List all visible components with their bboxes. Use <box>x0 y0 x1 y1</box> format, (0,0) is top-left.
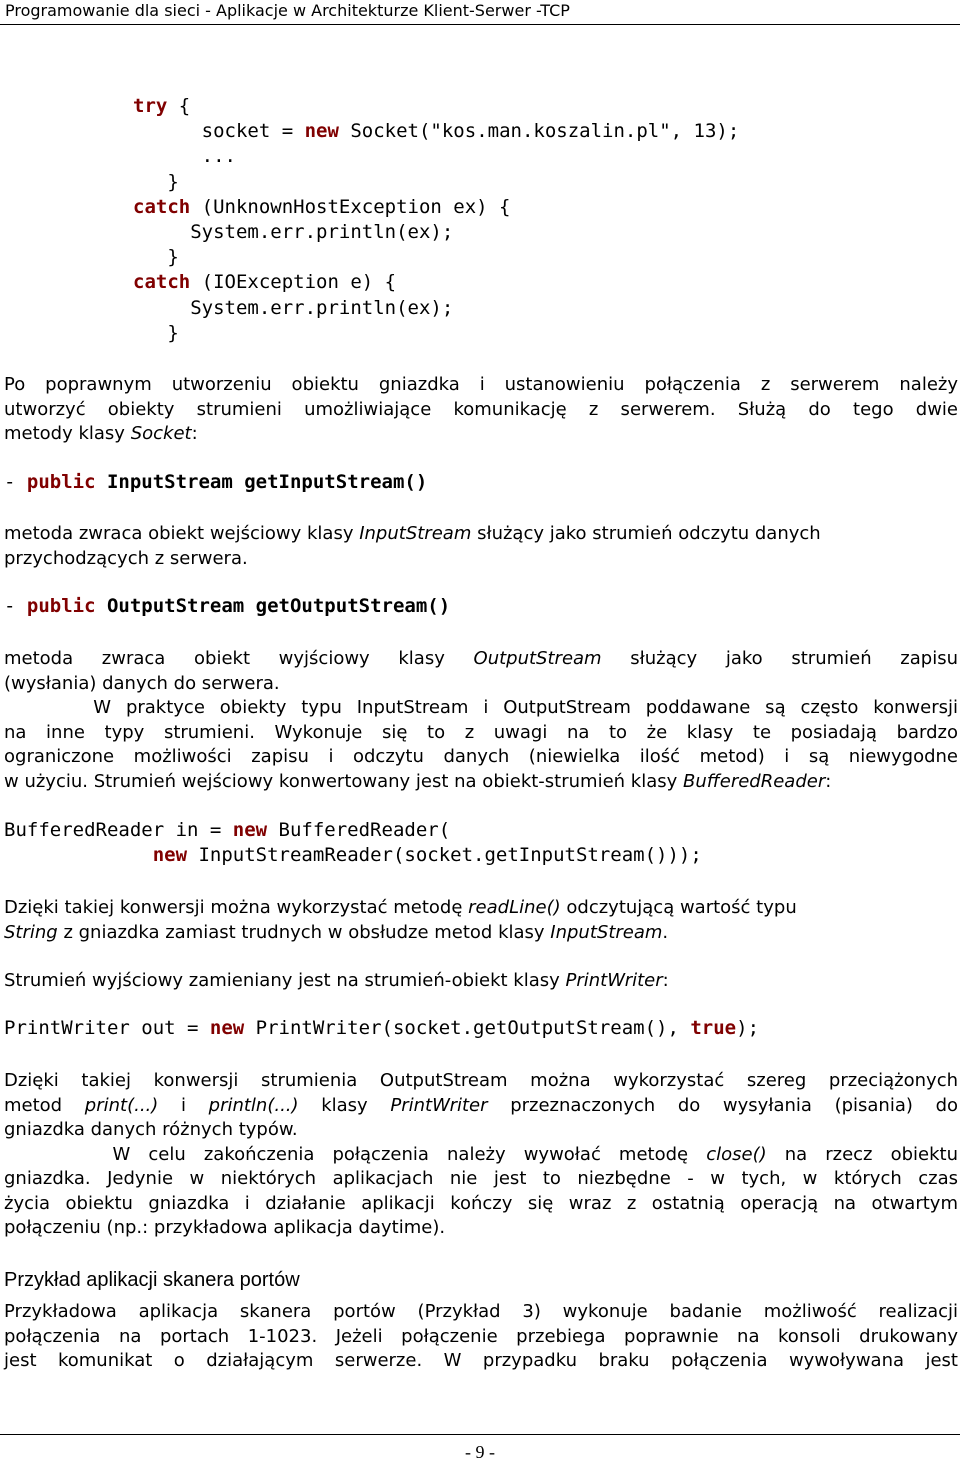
code-text: } <box>133 246 179 269</box>
text-line: Po poprawnym utworzeniu obiektu gniazdka i ustanowieniu połączenia z serwerem należy <box>4 374 958 395</box>
code-text: PrintWriter(socket.getOutputStream(), <box>244 1017 691 1039</box>
signature-getinputstream <box>4 470 427 495</box>
text-line: gniazdka danych różnych typów. <box>4 1119 298 1140</box>
header-title: Programowanie dla sieci - Aplikacje w Architekturze Klient-Serwer -TCP <box>5 1 570 20</box>
text-line: W praktyce obiekty typu InputStream i OutputStream poddawane są często konwersji <box>4 697 958 718</box>
code-block-try-catch <box>133 94 739 346</box>
kw-new: new <box>209 1017 245 1039</box>
text: metod <box>4 1094 85 1116</box>
kw-catch: catch <box>133 195 191 218</box>
kw-new: new <box>232 819 268 841</box>
text: metoda zwraca obiekt wejściowy klasy <box>4 523 360 544</box>
text-line: Przykładowa aplikacja skanera portów (Przykład 3) wykonuje badanie możliwość realizacji <box>4 1301 958 1322</box>
code-text: (UnknownHostException ex) { <box>190 195 511 218</box>
text: odczytującą wartość typu <box>560 897 797 918</box>
text-line: połączenia na portach 1-1023. Jeżeli połączenie przebiega poprawnie na konsoli drukowany <box>4 1325 958 1347</box>
text: Strumień wyjściowy zamieniany jest na strumień-obiekt klasy <box>4 970 566 991</box>
code-text: Socket("kos.man.koszalin.pl", 13); <box>338 120 740 143</box>
code-text: ... <box>133 145 236 168</box>
footer-divider <box>0 1434 960 1435</box>
paragraph-intro-end <box>4 422 198 447</box>
text-line: przychodzących z serwera. <box>4 547 248 569</box>
method-name: println(...) <box>208 1094 299 1116</box>
text: służący jako strumień odczytu danych <box>471 523 821 544</box>
code-text: socket = <box>133 120 305 143</box>
code-block-printwriter <box>4 1016 759 1041</box>
text: . <box>662 921 669 943</box>
method-name: readLine() <box>468 897 561 918</box>
class-name: InputStream <box>359 523 472 544</box>
text-line: (wysłania) danych do serwera. <box>4 672 280 694</box>
kw-true: true <box>690 1017 737 1039</box>
section-heading: Przykład aplikacji skanera portów <box>4 1269 300 1291</box>
code-text: BufferedReader( <box>267 819 451 841</box>
kw-try: try <box>133 95 168 117</box>
class-name: BufferedReader <box>683 770 826 792</box>
code-block-bufferedreader <box>4 818 702 868</box>
class-name: PrintWriter <box>565 970 663 991</box>
paragraph-outputstream <box>4 647 958 794</box>
code-text: BufferedReader in = <box>4 819 233 841</box>
kw-catch: catch <box>133 271 191 294</box>
kw-public: public <box>26 595 96 617</box>
text: z gniazdka zamiast trudnych w obsłudze metod klasy <box>57 921 551 943</box>
method-name: print(...) <box>84 1094 159 1116</box>
text: metody klasy <box>4 423 131 444</box>
text: i <box>158 1094 209 1116</box>
class-name: PrintWriter <box>390 1094 488 1116</box>
code-text: InputStreamReader(socket.getInputStream())); <box>187 844 702 867</box>
code-text: OutputStream getOutputStream() <box>95 595 451 617</box>
code-text: } <box>133 170 179 193</box>
text-line: połączeniu (np.: przykładowa aplikacja daytime). <box>4 1217 446 1238</box>
class-name: InputStream <box>550 921 663 943</box>
text: : <box>191 423 198 444</box>
text-line: życia obiektu gniazdka i działanie aplikacji kończy się wraz z ostatnią operacją na otwartym <box>4 1192 958 1214</box>
code-text: } <box>133 321 179 344</box>
class-name: OutputStream <box>473 648 602 669</box>
paragraph-inputstream <box>4 522 958 571</box>
code-text: - <box>4 595 27 617</box>
class-name: Socket <box>130 423 192 444</box>
text: w użyciu. Strumień wejściowy konwertowany jest na obiekt-strumień klasy <box>4 770 683 792</box>
text-line: Dzięki takiej konwersji strumienia OutputStream można wykorzystać szereg przeciążonych <box>4 1070 958 1091</box>
code-text: InputStream getInputStream() <box>95 471 428 493</box>
page-header <box>0 0 960 25</box>
text: : <box>825 770 832 792</box>
class-name: String <box>4 921 58 943</box>
text: na rzecz obiektu <box>766 1143 958 1165</box>
code-text: (IOException e) { <box>190 271 397 294</box>
code-text: System.err.println(ex); <box>133 296 454 319</box>
text-line: na inne typy strumieni. Wykonuje się to z uwagi na to że klasy te posiadają bardzo <box>4 721 958 743</box>
kw-new: new <box>152 844 188 867</box>
method-name: close() <box>706 1143 767 1165</box>
text-line: utworzyć obiekty strumieni umożliwiające komunikację z serwerem. Służą do tego dwie <box>4 398 958 420</box>
code-text: PrintWriter out = <box>4 1017 210 1039</box>
code-text: { <box>167 95 191 117</box>
text-line: jest komunikat o działającym serwerze. W przypadku braku połączenia wywoływana jest <box>4 1350 958 1371</box>
text: Dzięki takiej konwersji można wykorzystać metodę <box>4 897 469 918</box>
paragraph-port-scanner <box>4 1300 958 1374</box>
code-text: System.err.println(ex); <box>133 221 454 244</box>
code-text <box>4 844 153 866</box>
paragraph-intro <box>4 373 958 422</box>
code-text: - <box>4 471 27 493</box>
paragraph-close <box>4 1069 958 1241</box>
paragraph-printwriter <box>4 969 669 994</box>
text-line: ograniczone możliwości zapisu i odczytu danych (niewielka ilość metod) i są niewygodne <box>4 746 958 767</box>
text: przeznaczonych do wysyłania (pisania) do <box>487 1094 959 1116</box>
paragraph-readline <box>4 896 958 945</box>
text: metoda zwraca obiekt wyjściowy klasy <box>4 648 474 669</box>
text: klasy <box>298 1094 391 1116</box>
kw-new: new <box>304 120 339 143</box>
text: W celu zakończenia połączenia należy wywołać metodę <box>4 1143 707 1165</box>
text-line: gniazdka. Jedynie w niektórych aplikacjach nie jest to niezbędne - w tych, w których czas <box>4 1168 958 1189</box>
code-text: ); <box>736 1017 760 1039</box>
text: służący jako strumień zapisu <box>601 648 958 669</box>
page-number: - 9 - <box>465 1442 495 1462</box>
kw-public: public <box>26 471 96 493</box>
text: : <box>662 970 669 991</box>
signature-getoutputstream <box>4 594 450 619</box>
